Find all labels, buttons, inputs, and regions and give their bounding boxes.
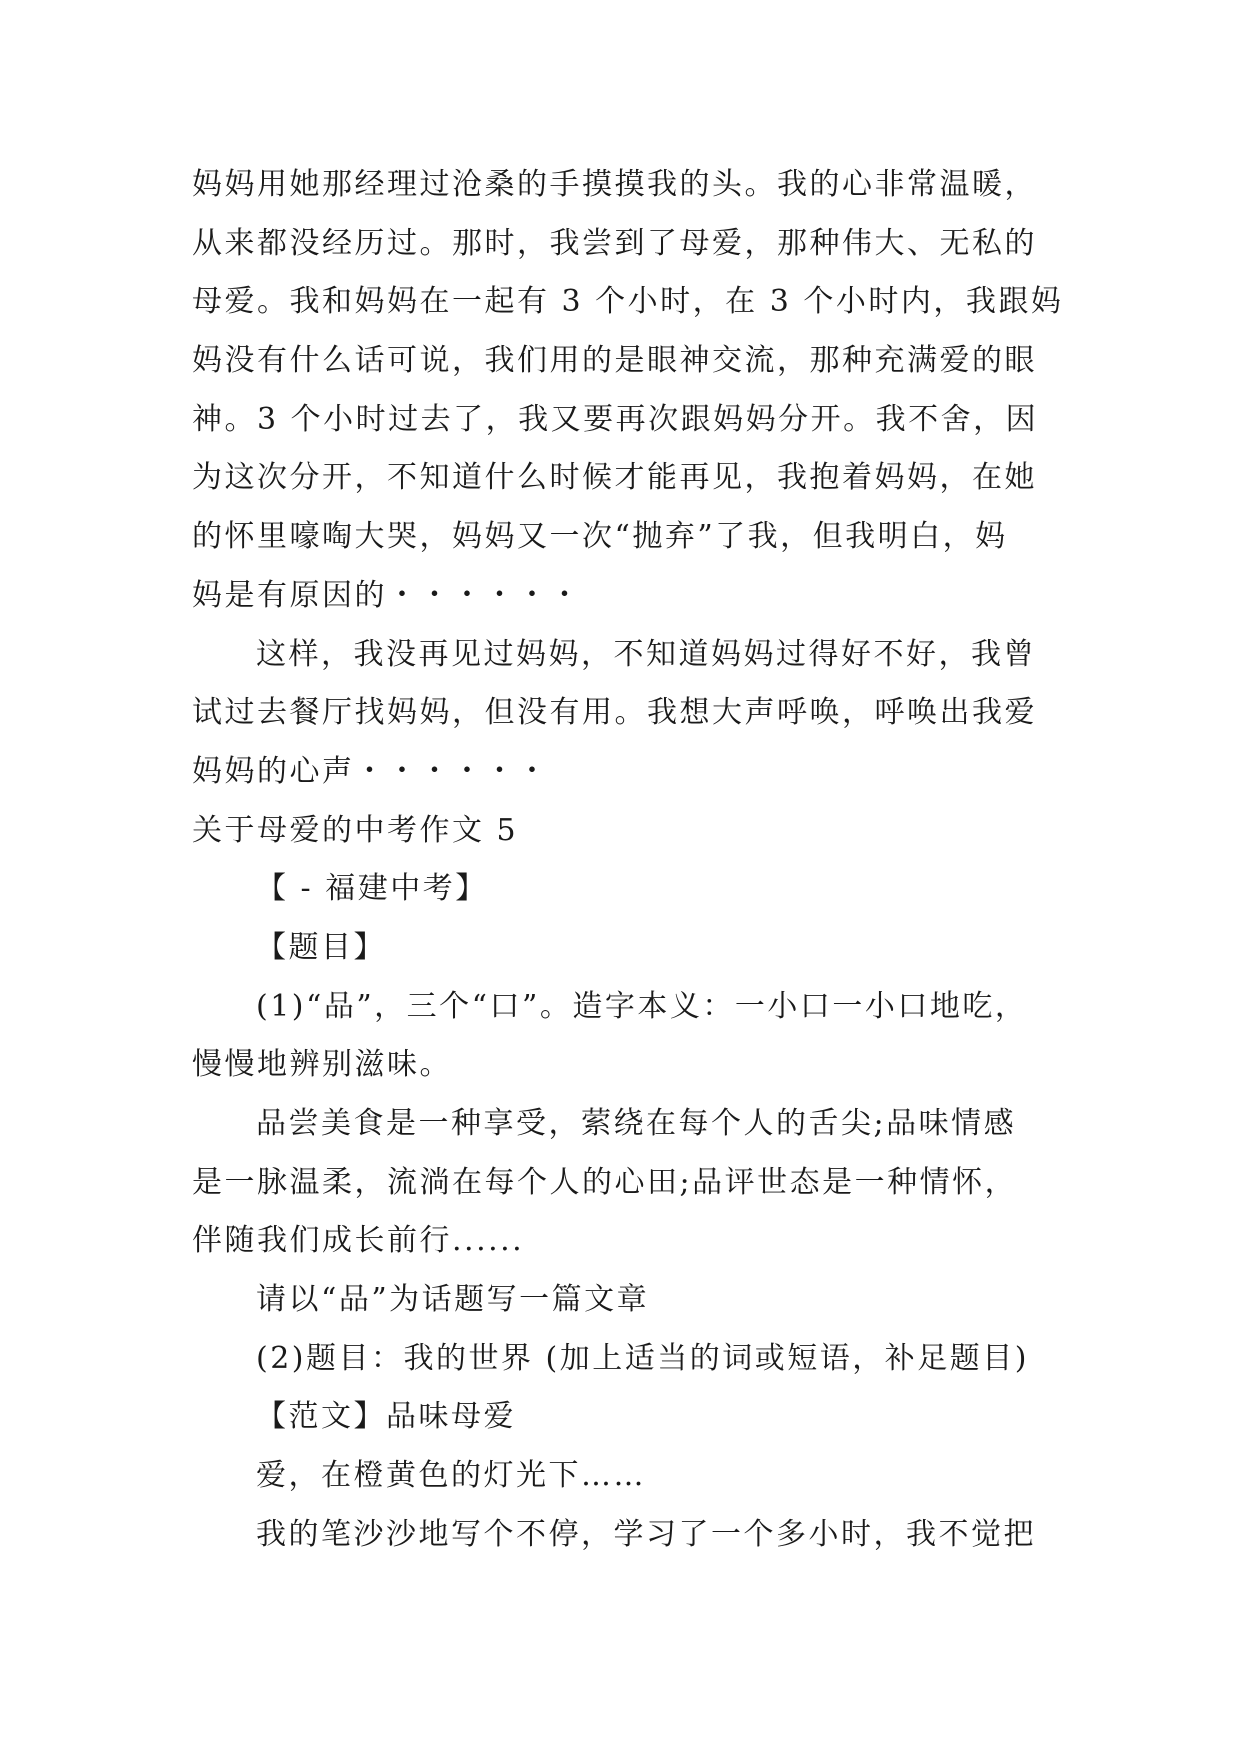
text-line: 妈妈用她那经理过沧桑的手摸摸我的头。我的心非常温暖， (192, 167, 1037, 202)
text-line: 是一脉温柔，流淌在每个人的心田;品评世态是一种情怀， (192, 1164, 1018, 1200)
text-line: 试过去餐厅找妈妈，但没有用。我想大声呼唤，呼唤出我爱 (192, 695, 1037, 731)
text-line: (1)“品”，三个“口”。造字本义：一小口一小口地吃， (256, 988, 1028, 1024)
text-line: 伴随我们成长前行...... (192, 1223, 525, 1259)
text-line: 品尝美食是一种享受，萦绕在每个人的舌尖;品味情感 (256, 1106, 1017, 1141)
text-line: 妈是有原因的・・・・・・ (192, 577, 582, 613)
text-line: 【题目】 (256, 929, 386, 965)
text-line: 从来都没经历过。那时，我尝到了母爱，那种伟大、无私的 (192, 225, 1037, 261)
document-body (192, 156, 1062, 1565)
text-line: 请以“品”为话题写一篇文章 (256, 1282, 650, 1318)
text-line: 这样，我没再见过妈妈，不知道妈妈过得好不好，我曾 (256, 636, 1036, 672)
text-line: 妈没有什么话可说，我们用的是眼神交流，那种充满爱的眼 (192, 343, 1037, 379)
text-line: (2)题目：我的世界 (加上适当的词或短语，补足题目) (256, 1340, 1029, 1376)
text-line: 妈妈的心声・・・・・・ (192, 753, 550, 789)
text-line: 关于母爱的中考作文 5 (192, 812, 519, 848)
text-line: 爱，在橙黄色的灯光下…… (256, 1458, 646, 1494)
text-line: 【 - 福建中考】 (256, 871, 488, 907)
text-line: 我的笔沙沙地写个不停，学习了一个多小时，我不觉把 (256, 1516, 1036, 1552)
text-line: 【范文】品味母爱 (256, 1399, 516, 1435)
text-line: 为这次分开，不知道什么时候才能再见，我抱着妈妈，在她 (192, 460, 1037, 496)
text-line: 的怀里嚎啕大哭，妈妈又一次“抛弃”了我，但我明白，妈 (192, 519, 1008, 555)
text-line: 神。3 个小时过去了，我又要再次跟妈妈分开。我不舍，因 (192, 401, 1039, 437)
text-line: 慢慢地辨别滋味。 (192, 1047, 452, 1083)
text-line: 母爱。我和妈妈在一起有 3 个小时，在 3 个小时内，我跟妈 (192, 284, 1064, 320)
